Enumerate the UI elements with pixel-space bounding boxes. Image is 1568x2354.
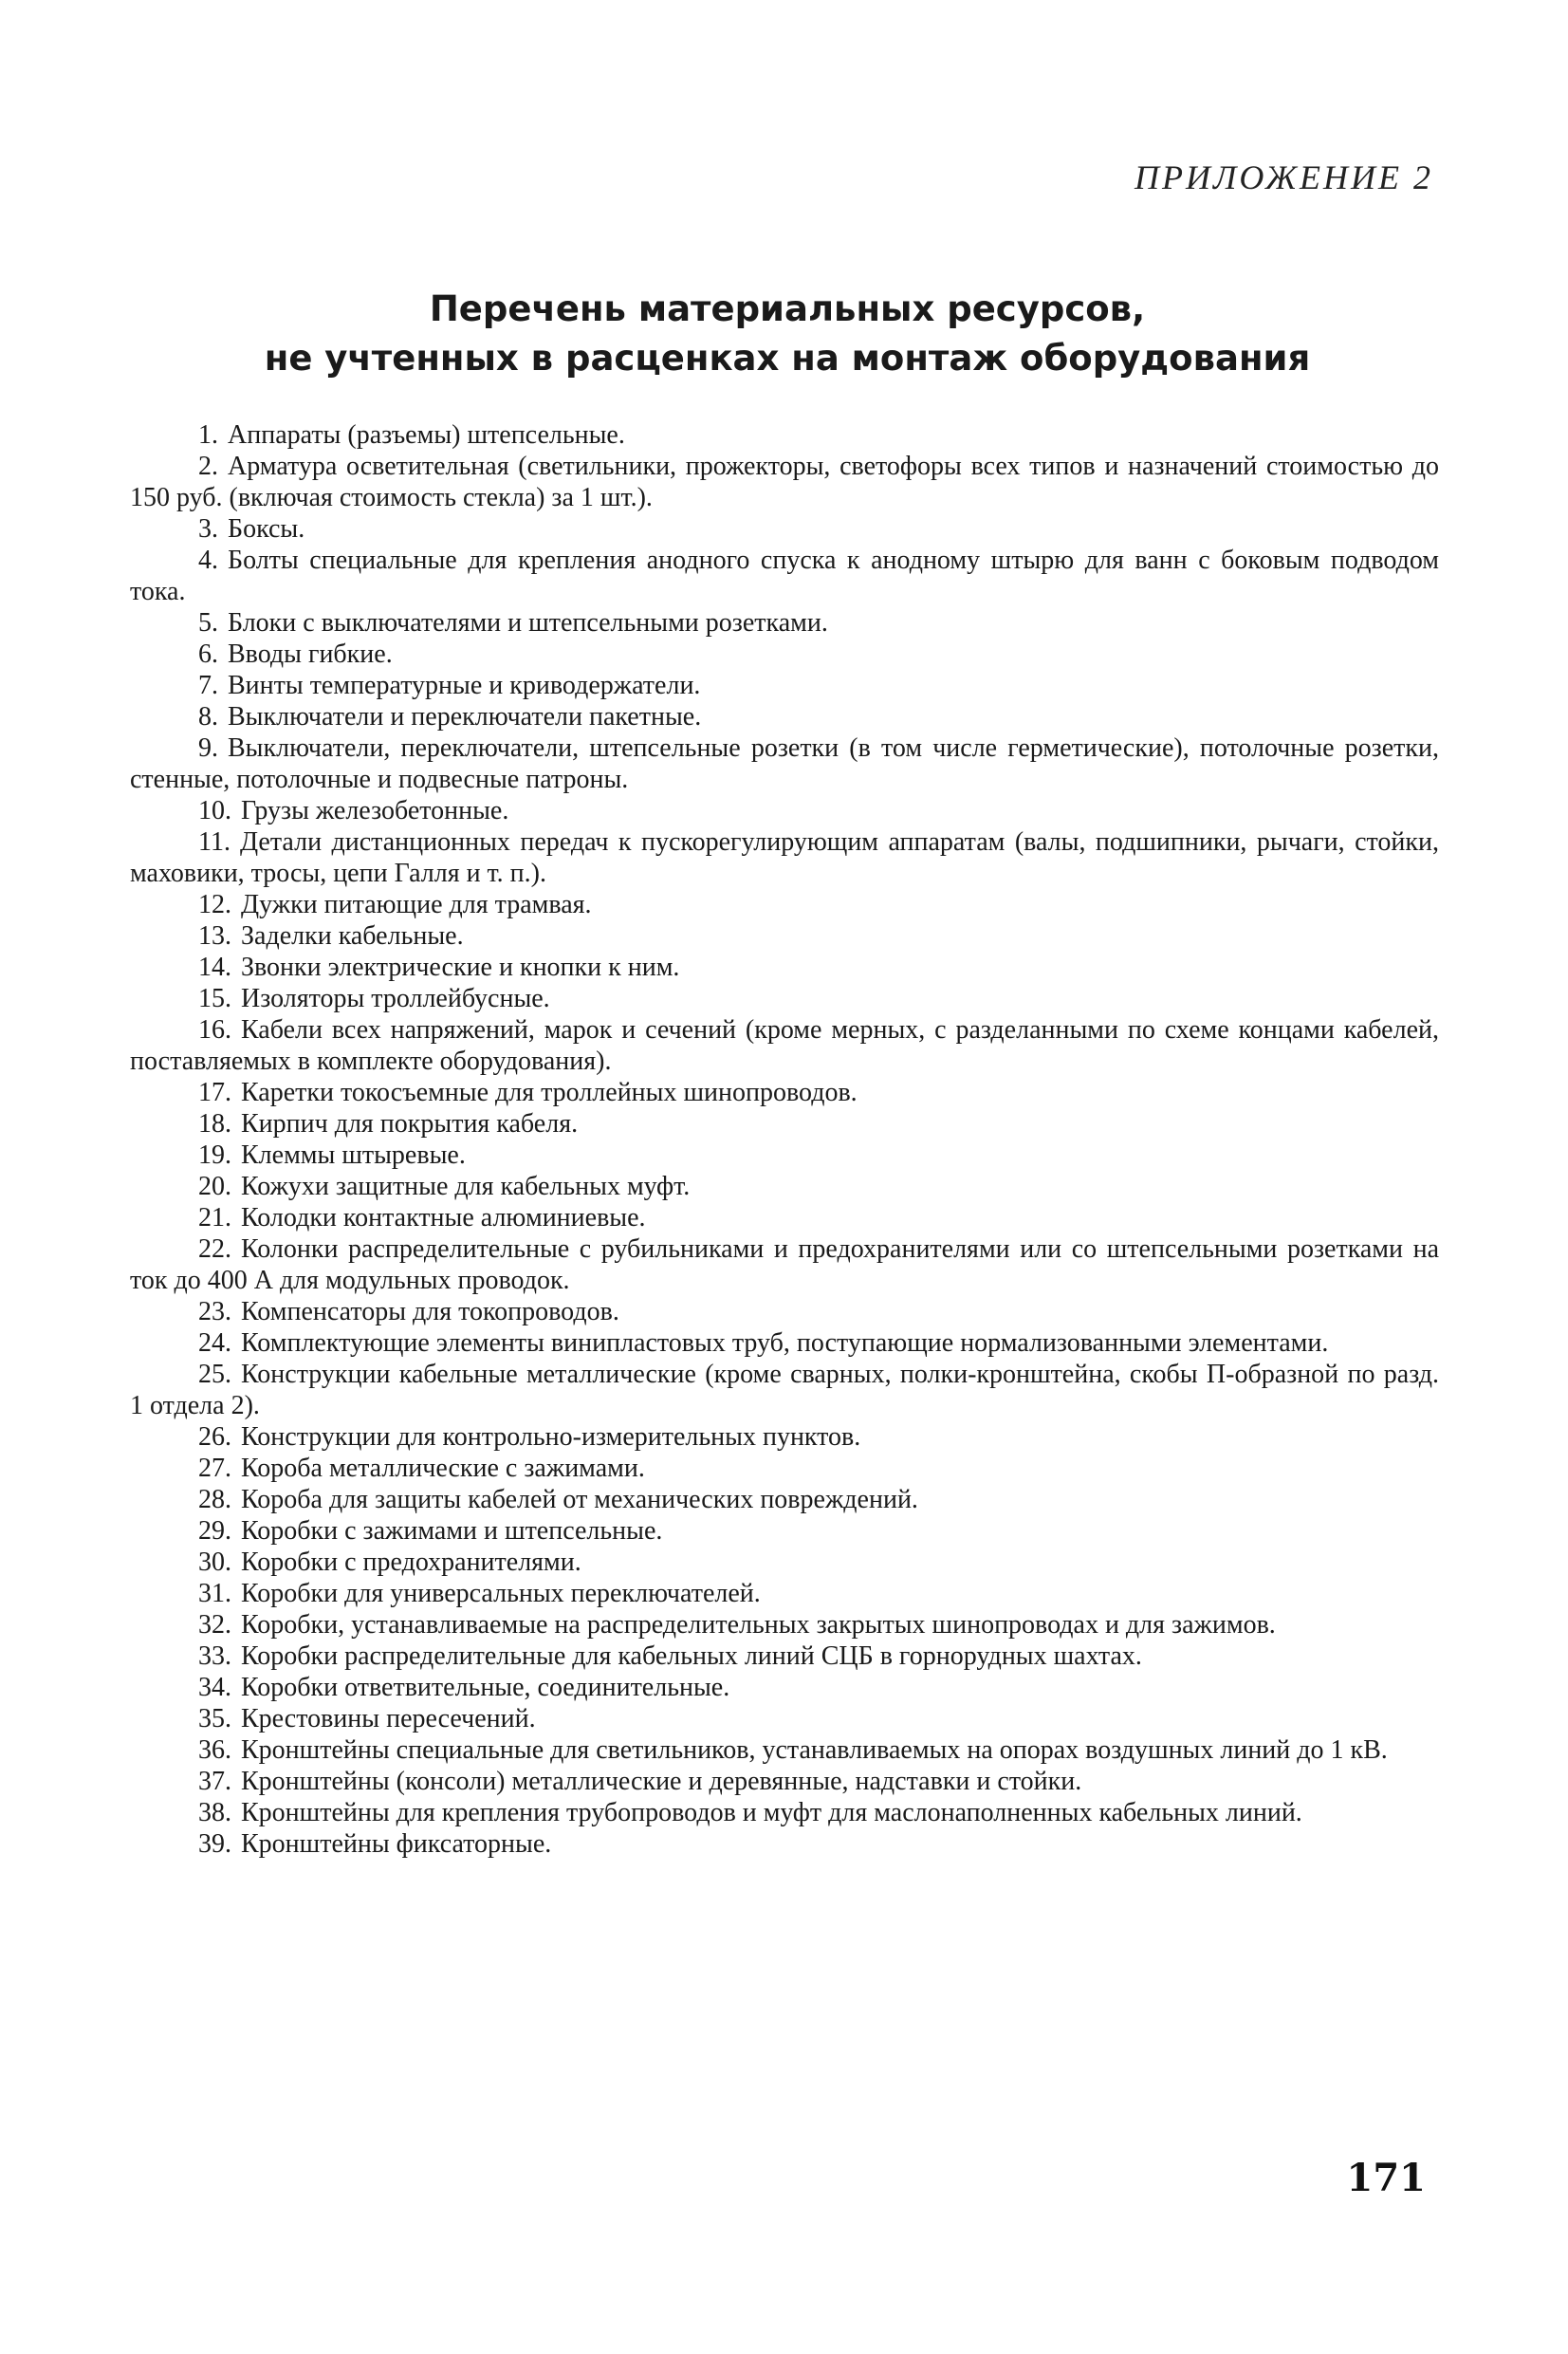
item-number: 5. [198,608,218,638]
item-number: 35. [198,1704,231,1733]
list-item [130,1828,1439,1860]
item-text: Арматура осветительная (светильники, прожекторы, светофоры всех типов и назначений стоимостью до 150 руб. (включая стоимость стекла) за 1 шт.). [130,452,1439,512]
item-number: 32. [198,1610,231,1640]
item-number: 15. [198,984,231,1013]
item-text: Каретки токосъемные для троллейных шинопроводов. [241,1078,858,1107]
list-item [130,1453,1439,1484]
list-item [130,1515,1439,1547]
list-item [130,451,1439,513]
item-text: Детали дистанционных передач к пускорегулирующим аппаратам (валы, подшипники, рычаги, стойки, маховики, тросы, цепи Галля и т. п.). [130,827,1439,888]
item-number: 28. [198,1485,231,1514]
item-number: 2. [198,452,218,481]
list-item [130,1484,1439,1515]
list-item [130,983,1439,1014]
item-text: Колонки распределительные с рубильниками и предохранителями или со штепсельными розетками на ток до 400 А для модульных проводок. [130,1234,1439,1295]
item-number: 16. [198,1015,231,1045]
title-line-1: Перечень материальных ресурсов, [429,288,1146,329]
item-text: Короба металлические с зажимами. [241,1454,645,1483]
item-number: 25. [198,1360,231,1389]
list-item [130,607,1439,639]
item-number: 21. [198,1203,231,1233]
item-text: Блоки с выключателями и штепсельными розетками. [228,608,828,638]
item-number: 8. [198,702,218,732]
item-number: 37. [198,1767,231,1796]
list-item [130,1202,1439,1233]
item-text: Клеммы штыревые. [241,1140,466,1170]
list-item [130,889,1439,920]
item-text: Конструкции для контрольно-измерительных пунктов. [241,1422,861,1452]
item-text: Дужки питающие для трамвая. [241,890,592,919]
item-text: Выключатели, переключатели, штепсельные розетки (в том числе герметические), потолочные розетки, стенные, потолочные и подвесные патроны. [130,733,1439,794]
item-number: 26. [198,1422,231,1452]
item-number: 7. [198,671,218,700]
item-text: Коробки с зажимами и штепсельные. [241,1516,663,1546]
item-text: Вводы гибкие. [228,639,393,669]
item-text: Коробки для универсальных переключателей. [241,1579,761,1608]
item-text: Короба для защиты кабелей от механических повреждений. [241,1485,918,1514]
item-number: 12. [198,890,231,919]
item-text: Коробки, устанавливаемые на распределительных закрытых шинопроводах и для зажимов. [241,1610,1276,1640]
item-text: Винты температурные и криводержатели. [228,671,701,700]
item-number: 4. [198,546,218,575]
item-number: 22. [198,1234,231,1264]
list-item [130,1359,1439,1421]
page-number: 171 [1346,2156,1426,2200]
item-number: 24. [198,1328,231,1358]
item-text: Крестовины пересечений. [241,1704,536,1733]
list-item [130,952,1439,983]
item-number: 14. [198,953,231,982]
item-number: 36. [198,1735,231,1765]
item-text: Болты специальные для крепления анодного спуска к анодному штырю для ванн с боковым подводом тока. [130,546,1439,606]
list-item [130,1703,1439,1734]
item-number: 6. [198,639,218,669]
list-item [130,639,1439,670]
item-number: 39. [198,1829,231,1859]
list-item [130,1797,1439,1828]
list-item [130,1766,1439,1797]
list-item [130,670,1439,701]
item-text: Кронштейны для крепления трубопроводов и муфт для маслонаполненных кабельных линий. [241,1798,1302,1827]
item-number: 3. [198,514,218,544]
item-text: Колодки контактные алюминиевые. [241,1203,646,1233]
item-text: Коробки распределительные для кабельных линий СЦБ в горнорудных шахтах. [241,1641,1142,1671]
list-item [130,920,1439,952]
item-text: Боксы. [228,514,305,544]
list-item [130,826,1439,889]
list-item [130,1327,1439,1359]
item-text: Кронштейны фиксаторные. [241,1829,552,1859]
item-text: Кронштейны специальные для светильников, устанавливаемых на опорах воздушных линий до 1 кВ. [241,1735,1388,1765]
item-number: 1. [198,420,218,450]
item-text: Грузы железобетонные. [241,796,509,825]
list-item [130,1014,1439,1077]
item-number: 17. [198,1078,231,1107]
list-item [130,1108,1439,1140]
item-text: Компенсаторы для токопроводов. [241,1297,619,1326]
item-text: Конструкции кабельные металлические (кроме сварных, полки-кронштейна, скобы П-образной по разд. 1 отдела 2). [130,1360,1439,1420]
list-item [130,1578,1439,1609]
list-item [130,513,1439,545]
item-number: 10. [198,796,231,825]
list-item [130,1421,1439,1453]
list-item [130,1672,1439,1703]
list-item [130,1296,1439,1327]
list-item [130,1077,1439,1108]
list-item [130,1640,1439,1672]
item-number: 27. [198,1454,231,1483]
list-item [130,1140,1439,1171]
item-text: Выключатели и переключатели пакетные. [228,702,702,732]
item-number: 30. [198,1548,231,1577]
item-number: 34. [198,1673,231,1702]
item-text: Аппараты (разъемы) штепсельные. [228,420,625,450]
list-item [130,732,1439,795]
list-item [130,1171,1439,1202]
title-line-2: не учтенных в расценках на монтаж оборудования [264,338,1311,379]
list-item [130,545,1439,607]
list-item [130,1609,1439,1640]
item-number: 33. [198,1641,231,1671]
item-number: 9. [198,733,218,763]
item-text: Комплектующие элементы винипластовых труб, поступающие нормализованными элементами. [241,1328,1329,1358]
item-number: 20. [198,1172,231,1201]
item-text: Кожухи защитные для кабельных муфт. [241,1172,691,1201]
item-number: 11. [198,827,231,857]
item-text: Коробки ответвительные, соединительные. [241,1673,730,1702]
list-item [130,419,1439,451]
item-text: Кабели всех напряжений, марок и сечений (кроме мерных, с разделанными по схеме концами кабелей, поставляемых в комплекте оборудования). [130,1015,1439,1076]
list-item [130,1547,1439,1578]
item-number: 18. [198,1109,231,1139]
item-text: Кирпич для покрытия кабеля. [241,1109,579,1139]
list-item [130,1734,1439,1766]
list-item [130,701,1439,732]
item-number: 29. [198,1516,231,1546]
item-text: Заделки кабельные. [241,921,464,951]
item-text: Звонки электрические и кнопки к ним. [241,953,680,982]
item-text: Коробки с предохранителями. [241,1548,581,1577]
page-title [142,285,1432,383]
item-number: 13. [198,921,231,951]
item-number: 19. [198,1140,231,1170]
list-item [130,795,1439,826]
item-number: 31. [198,1579,231,1608]
item-number: 23. [198,1297,231,1326]
item-number: 38. [198,1798,231,1827]
item-text: Изоляторы троллейбусные. [241,984,550,1013]
item-text: Кронштейны (консоли) металлические и деревянные, надставки и стойки. [241,1767,1082,1796]
appendix-label: ПРИЛОЖЕНИЕ 2 [1134,158,1433,196]
materials-list [130,419,1439,1860]
list-item [130,1233,1439,1296]
